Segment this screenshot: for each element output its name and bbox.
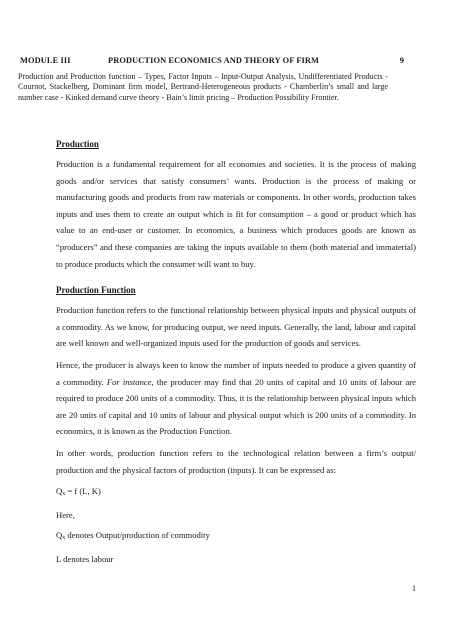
formula-q: Q xyxy=(56,486,63,497)
production-paragraph: Production is a fundamental requirement for all economies and societies. It is the process of making goods and/or services that satisfy consumers’ wants. Production is the process of making or manufacturing goods and products from raw materials or components. In other words, production takes inputs and uses them to create an output which is fit for consumption – a good or product which has value to an end-user or customer. In economics, a business which produces goods are known as “producers” and these companies are taking the inputs available to them (both material and immaterial) to produce products which the consumer will want to buy. xyxy=(56,159,416,269)
main-content xyxy=(56,138,416,571)
def-rest: denotes Output/production of commodity xyxy=(65,530,210,541)
module-hours: 9 xyxy=(399,56,404,65)
paragraph-2-italic: For instance xyxy=(106,376,152,387)
paragraph-2-end: , the producer may find that 20 units of capital and 10 units of labour are required to produce 200 units of a commodity. Thus, it is the relationship between physical inputs which are 20 units of capital and 10 units of labour and physical output which is 200 units of a commodity. In economics, it is known as the Production Function. xyxy=(56,376,416,437)
production-function-paragraph-1: Production function refers to the functional relationship between physical inputs and physical outputs of a commodity. As we know, for producing output, we need inputs. Generally, the land, labour and capital are well known and well-organized inputs used for the production of goods and services. xyxy=(56,305,416,349)
section-heading-production: Production xyxy=(56,139,99,149)
syllabus-summary: Production and Production function – Types, Factor Inputs – Input-Output Analysis, Undifferentiated Products - Cournot, Stackelberg, Dominant firm model, Bertrand-Heterogeneous products - Chamberlin’s small and large number case - Kinked demand curve theory - Bain’s limit pricing – Production Possibility Frontier. xyxy=(18,72,388,102)
module-title: PRODUCTION ECONOMICS AND THEORY OF FIRM xyxy=(108,56,320,65)
def-q: Q xyxy=(56,530,63,541)
production-function-paragraph-2 xyxy=(56,357,416,440)
def-subscript: x xyxy=(62,535,66,542)
formula-rest: = f (L, K) xyxy=(65,486,101,497)
module-number: MODULE III xyxy=(20,56,71,65)
here-label: Here, xyxy=(56,509,75,520)
page-number: 1 xyxy=(412,584,416,593)
formula-subscript: x xyxy=(62,491,66,498)
definition-labour: L denotes labour xyxy=(56,553,114,564)
production-function-paragraph-3: In other words, production function refers to the technological relation between a firm’s output/ production and the physical factors of production (inputs). It can be expressed as: xyxy=(56,447,416,475)
definition-output xyxy=(56,527,416,547)
production-function-formula xyxy=(56,483,416,503)
paragraph-2-start: Hence, the producer is always keen to know the number of inputs needed to produce a given quantity of a commodity. xyxy=(56,359,416,387)
section-heading-production-function: Production Function xyxy=(56,285,136,296)
